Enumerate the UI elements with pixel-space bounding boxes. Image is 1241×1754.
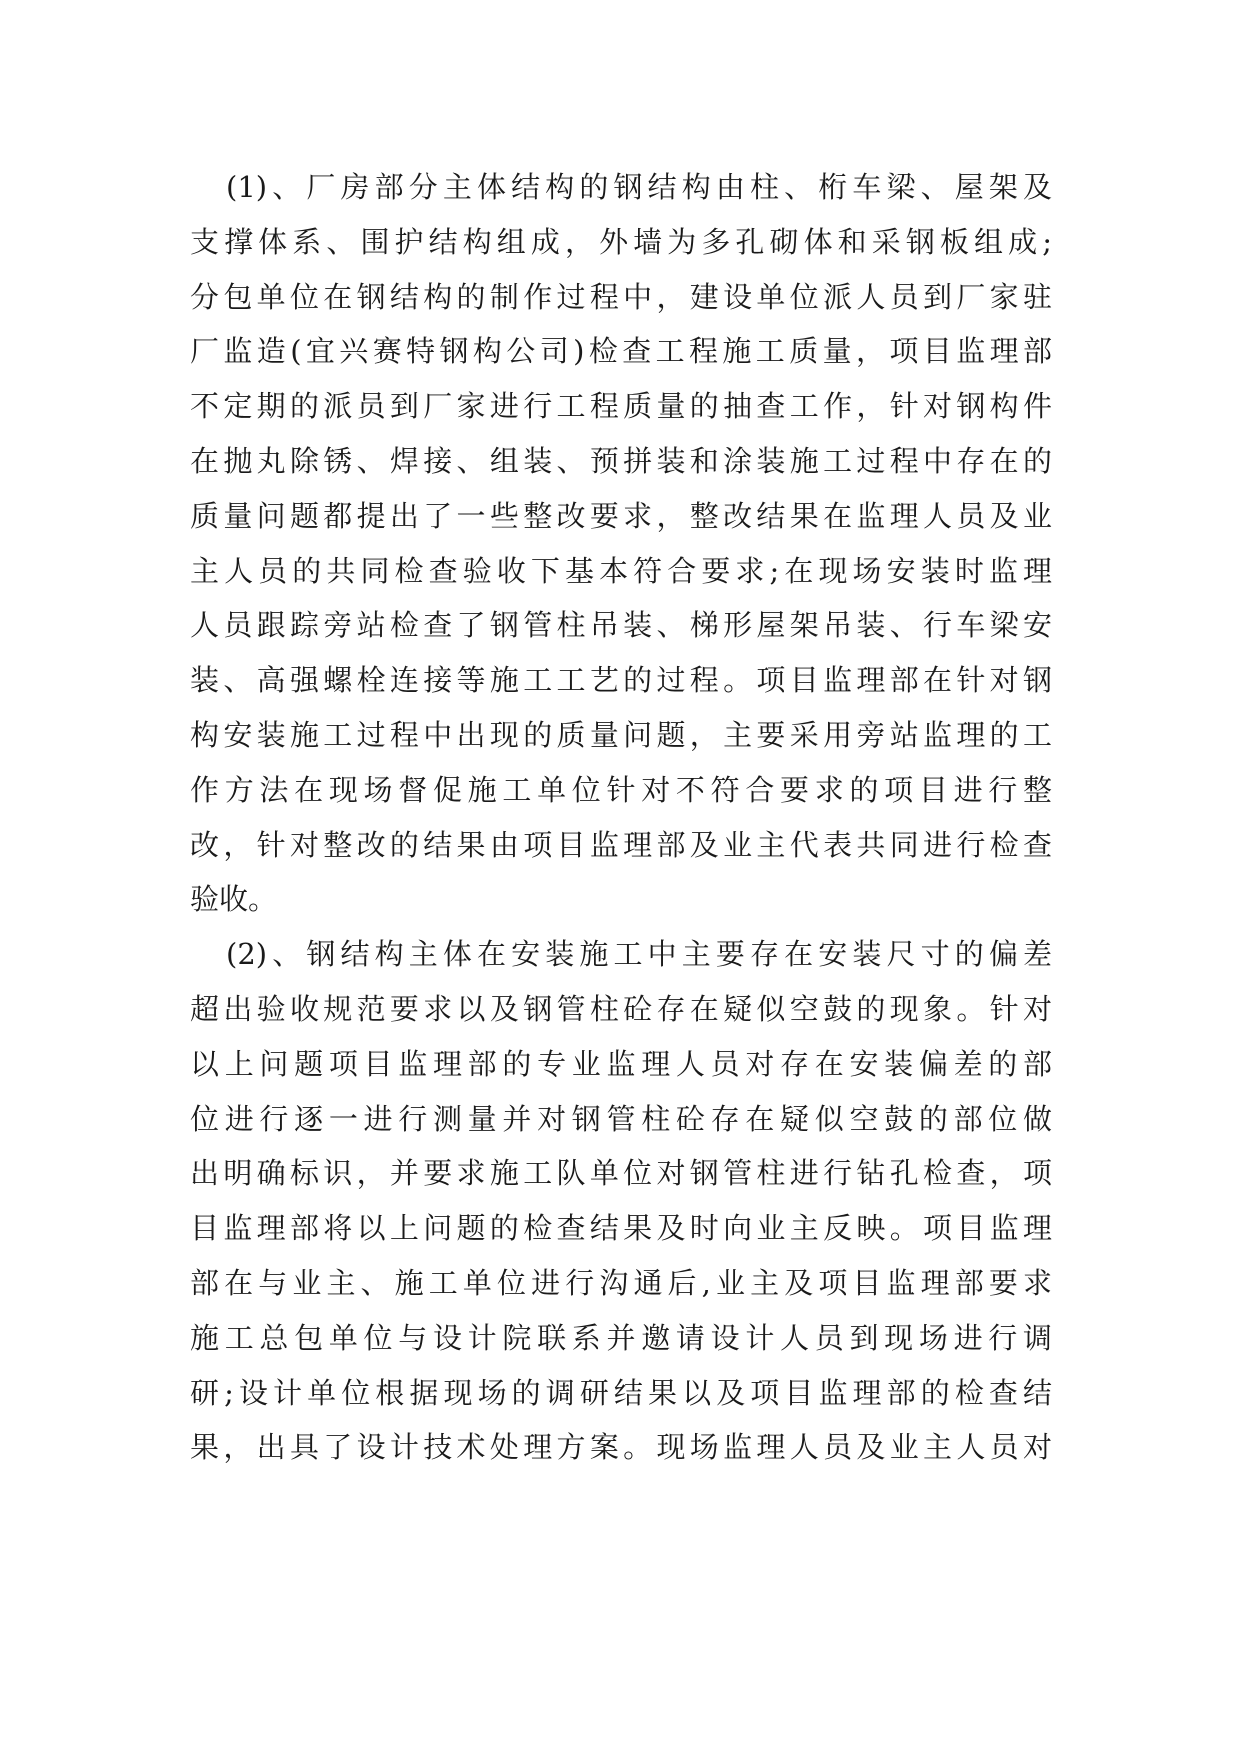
text-line: (1)、厂房部分主体结构的钢结构由柱、桁车梁、屋架及 [226,170,1052,204]
text-line: 分包单位在钢结构的制作过程中，建设单位派人员到厂家驻 [190,279,1052,314]
text-line: 支撑体系、围护结构组成，外墙为多孔砌体和采钢板组成; [190,224,1052,259]
text-line: 改，针对整改的结果由项目监理部及业主代表共同进行检查 [190,827,1052,862]
text-line: 作方法在现场督促施工单位针对不符合要求的项目进行整 [190,772,1052,807]
text-line: 验收。 [190,882,278,917]
text-line: 施工总包单位与设计院联系并邀请设计人员到现场进行调 [190,1320,1052,1355]
text-line: 不定期的派员到厂家进行工程质量的抽查工作，针对钢构件 [190,389,1052,424]
text-line: 在抛丸除锈、焊接、组装、预拼装和涂装施工过程中存在的 [190,443,1052,478]
document-body [190,160,1052,1475]
text-line: 果，出具了设计技术处理方案。现场监理人员及业主人员对 [190,1430,1052,1465]
text-line: 厂监造(宜兴赛特钢构公司)检查工程施工质量，项目监理部 [190,334,1052,369]
text-line: (2)、钢结构主体在安装施工中主要存在安装尺寸的偏差 [226,937,1052,972]
text-line: 出明确标识，并要求施工队单位对钢管柱进行钻孔检查，项 [190,1156,1052,1191]
text-line: 构安装施工过程中出现的质量问题，主要采用旁站监理的工 [190,717,1052,752]
text-line: 位进行逐一进行测量并对钢管柱砼存在疑似空鼓的部位做 [190,1101,1052,1136]
paragraph-2 [190,927,1052,1475]
text-line: 超出验收规范要求以及钢管柱砼存在疑似空鼓的现象。针对 [190,991,1052,1026]
text-line: 质量问题都提出了一些整改要求，整改结果在监理人员及业 [190,498,1052,533]
text-line: 以上问题项目监理部的专业监理人员对存在安装偏差的部 [190,1046,1052,1081]
text-line: 装、高强螺栓连接等施工工艺的过程。项目监理部在针对钢 [190,663,1052,698]
text-line: 部在与业主、施工单位进行沟通后,业主及项目监理部要求 [190,1265,1052,1300]
text-line: 研;设计单位根据现场的调研结果以及项目监理部的检查结 [190,1375,1052,1410]
text-line: 主人员的共同检查验收下基本符合要求;在现场安装时监理 [190,553,1052,588]
text-line: 人员跟踪旁站检查了钢管柱吊装、梯形屋架吊装、行车梁安 [190,608,1052,643]
text-line: 目监理部将以上问题的检查结果及时向业主反映。项目监理 [190,1211,1052,1246]
paragraph-1 [190,160,1052,927]
